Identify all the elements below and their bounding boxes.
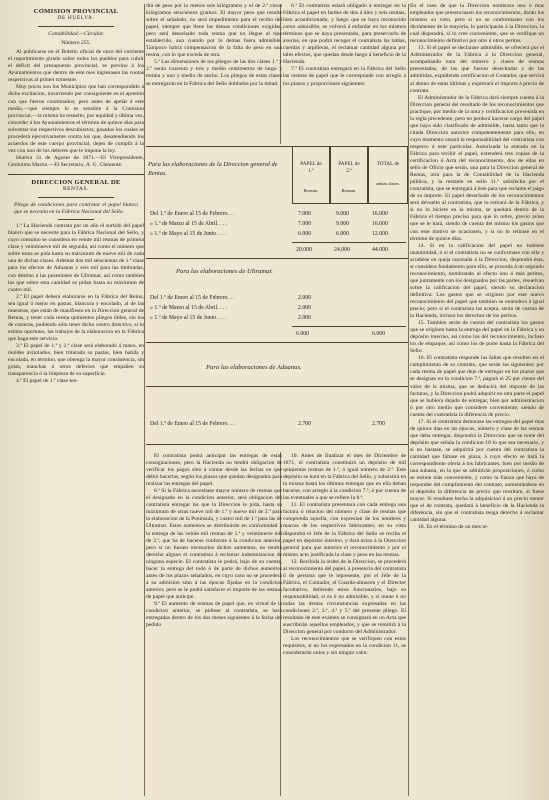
paragraph: En el caso de que la Direccion nombrara uno ó mas empleados que presenciasen los reconocimientos, darán los mismos su voto, pero si no se conformasen con los dictámenes de la mayoría, lo participarán á la Direccion, la cual dispondrá, si lo cree conveniente, que se verifique un reconocimiento definitivo por otro ú otros peritos. — [410, 3, 544, 45]
paragraph: Los reconocimientos que se verifiquen con estos requisitos, si no los expresados en la condicion 11, se considerarán nulos y sin ningun valor. — [283, 636, 406, 657]
paragraph: Huelva 31 de Agosto de 1871.—El Vicepresidente, Gerónimo Martin.—El Secretario, A. G. Clemente. — [8, 154, 144, 168]
table-section-heading: Para las elaboraciones de Ultramar. — [176, 268, 273, 275]
table-rule — [146, 258, 408, 259]
section-heading: Contabilidad.—Circular. — [48, 31, 104, 38]
paragraph: 6.ª El contratista estará obligado á entregar en la Fábrica el papel en fardos de dos á diez y seis resmas, bien acondicionado, y luego que se haya reconocido como admisible, se volverá á enfardar en los mismos términos que se haya presentado, para preservarlo de averías, en que podrá recoger el contratista las tablas, cuerdas y arpilleras, el reclamar cantidad alguna por tales efectos, que quedan desde luego á beneficio de la Hacienda. — [283, 3, 406, 66]
column-3-bottom — [283, 453, 406, 798]
table-total-row: 20.000 24.000 44.000 — [296, 247, 388, 253]
paragraph: El Administrador de la Fábrica dará siempre cuenta á la Direccion general del resultado de los reconocimientos que practique, por medio de la nota y certificacion prevenida en la regla precedente, pero no perderá hacerse cargo del papel que haya sido clasificado de admisible, hasta tanto que la citada Direccion autorice competentemente para ello, en cuyo momento cesará la responsabilidad del contratista con respecto á este particular. Autorizada la entrada en la Fábrica para recibir el papel, extenderá tres copias de la certificacion ó Acta del reconocimiento, dos de ellas en sello de Oficio que serán, una para la Direccion general de Rentas, otra para la de Contabilidad de la Hacienda pública, y la restante en sello 11.º satisfecha por el contratista, que se entregará á éste para que reclame el pago de su importe. El papel desechado de los reconocimientos será devuelto al contratista, que lo retirará de la Fábrica, y si no lo hiciere en la misma, se quedará dentro de la Fábrica el tiempo preciso para que lo retire, previo aviso que se le hará, siendo de cuenta del mismo los gastos que con este motivo se ocasionen, y si no lo retirase en el término de quince dias. — [410, 94, 544, 242]
paragraph: 18. En el término de un mes re- — [418, 524, 489, 531]
section-title: DIRECCION GENERAL DE — [31, 178, 121, 186]
table-rule — [146, 342, 408, 343]
column-4 — [410, 3, 544, 797]
column-1 — [8, 3, 144, 797]
paragraph: 3.ª El papel de 1.ª y 2.ª clase será elaborado á mano, en moldes avitolados, bien triturada su pastas, bien batida y encolada, en término, que obtenga la mayor consistencia, sin gotas, manchas ú otros defectos que empañen su transparencia ó la limpieza de su superficie. — [8, 342, 144, 378]
table-row: » 1.º de Marzo al 15 de Abril. . . . 7.000 9.000 16.000 — [150, 221, 388, 227]
paragraph: 7.ª El contratista entregará en la Fábrica del Sello las resmas de papel que le corresponde con arreglo á los plazos y proporciones siguientes: — [283, 66, 406, 87]
table-row: » 1.º de Mayo al 15 de Junio. . . . 6.000 6.000 12.000 — [150, 231, 388, 237]
table-row: Del 1.º de Enero al 15 de Febrero. . . 2.700 2.700 — [150, 421, 386, 427]
delivery-table — [146, 146, 408, 450]
divider — [38, 197, 114, 198]
column-2-bottom — [146, 453, 282, 798]
paragraph: 15. Tambien serán de cuenta del contratista los gastos que se originen hasta la entrega del papel en la Fábrica y su depósito interino, así como los del reconocimiento, incluso los de empaque, así como los de porte hasta la Fábrica del Sello. — [410, 320, 544, 355]
pliego-heading: Pliego de condiciones para contratar el papel blanco que se necesita en la Fábrica Nacional del Sello. — [14, 202, 138, 216]
column-3-top — [283, 3, 406, 145]
paragraph: 13. Si el papel se declarase admisible, se ofrecerá por el Administrador de la Fábrica á la Direccion general, acompañando nota del número y clases de resmas presentadas, de las que fueron desechadas y de las admitidas, expidiendo certificacion el Contador, que servirá al abono de estas últimas y expresará el importe á precio de contrata. — [410, 45, 544, 94]
paragraph: 16. El contratista responde las faltas que resulten en el cumplimiento de su contrato, que serán las siguientes: por cada resma de papel que deje de entregar en los plazos que se designan en la condicion 7.ª, pagará el 25 por ciento del valor de la misma, que se deducirá del importe de las facturas, y la Direccion podrá adquirir en otra parte el papel que se hubiera dejado de entregar, bien por administracion ó por otro medio que considere conveniente; siendo de cuenta del contratista la diferencia de precio. — [410, 355, 544, 418]
table-rule — [146, 444, 408, 445]
table-section-heading: Para las elaboraciones de la Direccion general de Rentas. — [148, 161, 278, 177]
section-title: COMISION PROVINCIAL — [33, 8, 119, 15]
paragraph: 9.ª El aumento de resmas de papel que, en virtud de la condicion anterior, se pidiese al contratista, se hará entregadas dentro de los dos meses siguientes á la fecha del pedido — [146, 600, 282, 629]
paragraph: 4.ª El papel de 1.ª clase ten- — [16, 378, 79, 385]
paragraph: 12. Recibida la órden de la Direccion, se procederá al reconocimiento del papel, á presencia del contratista ó de persona que le represente, por el Jefe de la Fábrica, el Contador, el Guarda-almacen y el Director facultativo, debiendo estos funcionarios, bajo su responsabilidad, si es ó no admisible, y si reune ó no todas las demas circunstancias expresadas en las condiciones 2.ª, 3.ª, 4.ª y 5.ª del presente pliego. El resultado de este exámen se consignará en un Acta que suscribirán aquellos empleados, y que se remitirá á la Direccion general por conducto del Administrador. — [283, 558, 406, 636]
paragraph: 2.ª El papel deberá elaborarse en la Fábrica del Reino, sea igual ó mejor en pastas, blancura y encolado, al de las muestras, que están de manifiesto en la Direccion general de Rentas, y tener cada resma quinientos pliegos útiles, sin los de costeras, pudiendo sólo tener dicho centro directivo, si lo estima oportuno, las trabajos de la elaboracion en la Fábrica que haga este servicio. — [8, 293, 144, 342]
table-col-header: PAPEL de 2.ª Resmas. — [330, 146, 368, 204]
column-rule — [144, 4, 145, 796]
article-number: Número 255. — [61, 40, 91, 47]
table-row: Del 1.º de Enero al 15 de Febrero. . . 7.000 9.000 16.000 — [150, 211, 388, 217]
paragraph: Al publicarse en el Boletin oficial de once del corriente el repartimiento girado sobre todos los pueblos para cubrir el déficit del presupuesto provincial, se previno á los Ayuntamientos que dentro de este mes ingresasen las cuotas respectivas al primer trimestre. — [8, 49, 144, 84]
paragraph: 8.ª Si la Fábrica necesitase mayor número de resmas que el designado en la condicion anterior, será obligacion del contratista entregar las que la Direccion le pida, hasta su máximum de otras nueve mil de 1.ª y nueve mil de 2.ª para la elaboracion de la Península, y cuatro mil de 1.ª para las de Ultramar. Estos aumentos se distribuirán en conformidad á la entrega de las veinte mil resmas de 1.ª y veintinueve mil de 2.ª, que ha de hacerse conforme á la condicion anterior, pero si no fuesen necesarios dichos aumentos, no tendrá derecho alguno el contratista á reclamar indemnizacion de ninguna especie. El contratista le podrá, bajo de su cuenta, hacer la entrega del todo ó de parte de dichos aumentos antes de los plazos señalados, en cuyo caso no se procederá á su admision sino á las épocas fijadas en la condicion anterior, pero se le podrá satisfacer el importe de las resmas de papel que anticipe. — [146, 488, 282, 600]
table-total-row: 6.000 6.000 — [296, 331, 386, 337]
column-2-top — [146, 3, 282, 145]
paragraph: El contratista podrá anticipar las entregas de estas consignaciones, pero la Hacienda no tendrá obligacion de verificar los pagos sino á contar desde las fechas en que debió hacerlas, según los plazos que quedan designados para realizar las entregas del papel. — [146, 453, 282, 488]
column-rule — [408, 4, 409, 796]
table-col-header: PAPEL de 1.ª Resmas. — [292, 146, 330, 204]
table-row: » 1.º de Mayo al 15 de Junio. . . . 2.000 — [150, 315, 312, 321]
paragraph: 1.ª La Hacienda contrata por un año el surtido del papel blanco que se necesite para la Fábrica Nacional del Sello, y cuyo consumo se considera en veinte mil resmas de primera clase y veintinueve mil de segunda, así como el número que sobre estas se pida hasta su máximum de nueve mil de cada una de dichas clases. Ademas dos mil seiscientas de 1.ª clase para los efectos de Aduanas y seis mil para las timbradas, con destino á las posesiones de Ultramar, así como tambien las que sobre esta cantidad se pidan hasta su máximum de cuatro mil. — [8, 223, 144, 293]
table-col-header: TOTAL de ambas clases. — [368, 146, 408, 204]
table-row: » 1.º de Marzo al 15 de Abril. . . . 2.000 — [150, 305, 312, 311]
paragraph: 17. Si el contratista demorase las entregas del papel mas de quince dias en las épocas, número y clase de las resmas que deba entregar, dispondrá la Direccion que se tome del depósito que señala la condicion 10 lo que sea necesario, y si no bastase, se adquirirá por cuenta del contratista la cantidad que faltase en plaza, á cuyo efecto se hará la correspondiente oferta á los fabricantes; bien por medio de una subasta, en la que se admitirán proposiciones, ó como se estime más conveniente, y como la fianza que haya de responder del cumplimiento del contrato, aumentándose en el depósito la diferencia de precio que resultare, si fuese mayor. Si resultase hecha la adquisicion á un precio menor que el de contrata, quedará á beneficio de la Hacienda la diferencia, sin que el contratista tenga derecho á reclamar cantidad alguna. — [410, 418, 544, 524]
paragraph: Muy pocos son los Municipios que han correspondido á dicha excitacion, incurriendo por consiguiente en el apremio con que fueron conminados; pero antes de apelar á este medio,—que siempre lo es sensible á la Comision provincial,—la misma ha resuelto, por equidad y última vez, conceder á los Ayuntamientos el término de quince dias para solventar sus respectivos descubiertos; pasados los cuales se procederá ejecutivamente contra los que, desatendiendo los acuerdos de este cuerpo provincial, dejen de cumplir á la vez con uno de los deberes que le impone la ley. — [8, 84, 144, 154]
table-rule — [146, 386, 408, 387]
table-rule — [292, 326, 406, 327]
table-row: Del 1.º de Enero al 15 de Febrero. . . 2.000 — [150, 295, 312, 301]
divider — [8, 174, 144, 175]
paragraph: 10. Antes de finalizar el mes de Diciembre de 1871, el contratista constituirá un depósito de mil quinientas resmas de 1.ª, ó igual número de 2.ª. Este depósito se hará en la Fábrica del Sello, y subsistirá en la misma hasta los últimos entregas que en ella deban hacerse, con arreglo á la condicion 7.ª, ó por cuenta de las eventuales á que se refiere la 8.ª. — [283, 453, 406, 502]
section-subtitle: DE HUELVA. — [57, 15, 95, 22]
divider — [38, 26, 114, 27]
table-section-heading: Para las elaboraciones de Aduanas. — [206, 364, 302, 371]
paragraph: 14. Si en la calificacion del papel no hubiese unanimidad, ó si el contratista no se conformase con ella y acudiese en queja razonada á la Direccion, dispondrá ésta, si considera fundamento para ello, se proceda á un segundo reconocimiento, nombrando al efecto uno ó más peritos, que juntamente con los designados por las partes, resuelvan sobre la calificacion del papel, siendo su declaracion definitiva. Los gastos que se originen por este nuevo reconocimiento del papel que tambien se entenderá á igual precio; pero si el contratista las acepta, serán de cuenta de la Hacienda, incluso los derechos de los peritos. — [410, 242, 544, 320]
table-rule — [292, 242, 406, 243]
section-subtitle: RENTAS. — [62, 186, 90, 193]
divider — [58, 219, 94, 220]
paragraph: 5.ª Las dimensiones de los pliegos de las dos clases 1.ª y 2.ª serán cuarenta y tres y medio centímetros de largo y treinta y uno y medio de ancho. Los pliegos de estas clases se entregarán en la Fábrica del Sello doblados por la mitad. — [146, 59, 282, 87]
paragraph: drá de peso por lo menos seis kilógramos y el de 2.ª cinco kilógramos seiscientos gramos. El mayor peso que resulte sobre el señalado, no será impedimento para el recibo del papel, siempre que llene las demas condiciones exigidas, pero será desechado toda resma que no llegue al tipo establecido, aun cuando por lo demas fuera admisible. Tampoco habrá compensacion de la falta de peso en una resma, con lo que exceda de otra. — [146, 3, 282, 59]
paragraph: 11. El contratista presentará con cada entrega una factura ó relacion del número y clase de resmas que comprenda aquella, con expresion de los nombres y marcas de los respectivos fabricantes; en su vista dispondrá el Jefe de la Fábrica del Sello se reciba el papel en depósito interino, y dará aviso á la Direccion general para que autorice el reconocimiento y por el mismo acto justificada la clase y peso en las resmas. — [283, 502, 406, 558]
